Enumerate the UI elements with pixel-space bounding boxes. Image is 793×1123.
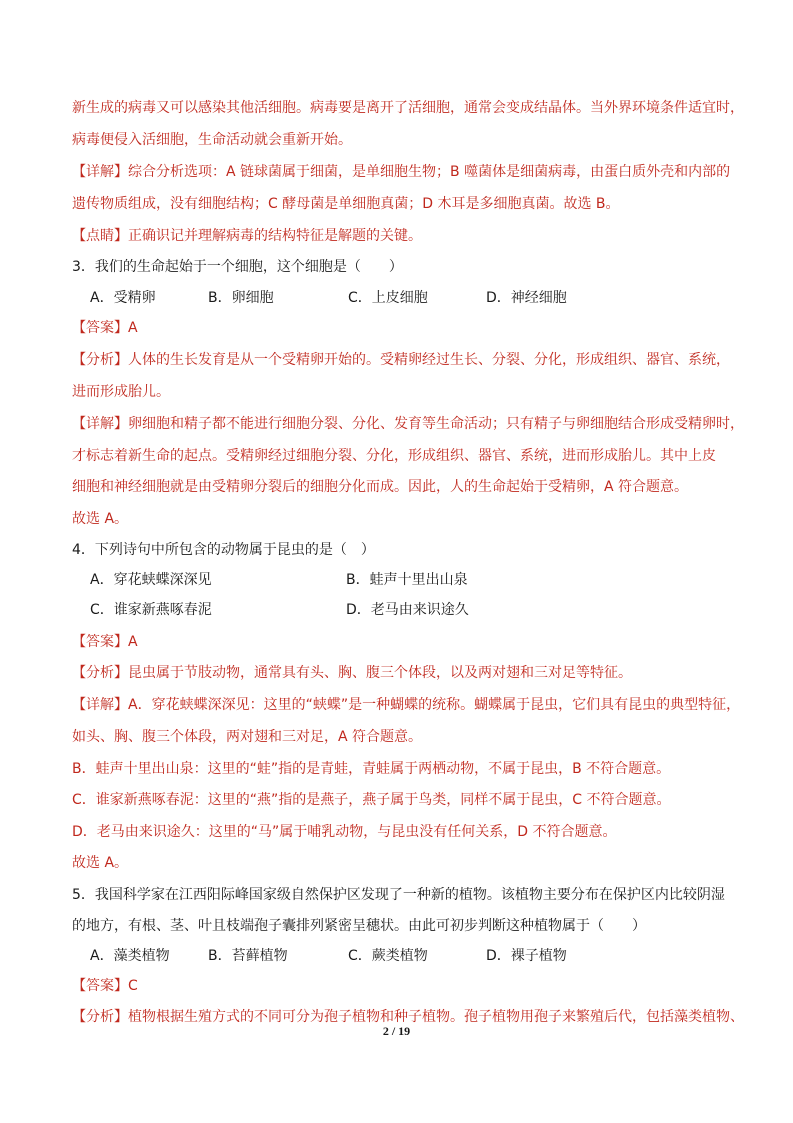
text-line: 才标志着新生命的起点。受精卵经过细胞分裂、分化，形成组织、器官、系统，进而形成胎儿。其中上皮: [72, 448, 716, 464]
detail-tag: 【详解】: [72, 416, 128, 432]
q3-detail: [72, 414, 744, 434]
q3-conclusion: 故选 A。: [72, 511, 129, 527]
question-5-stem: 5．我国科学家在江西阳际峰国家级自然保护区发现了一种新的植物。该植物主要分布在保护区内比较阴湿: [72, 887, 725, 903]
analysis-text: 人体的生长发育是从一个受精卵开始的。受精卵经过生长、分裂、分化，形成组织、器官、系统，: [128, 352, 730, 368]
q4-option-d: D．老马由来识途久: [346, 602, 469, 618]
text-line: 遗传物质组成，没有细胞结构；C 酵母菌是单细胞真菌；D 木耳是多细胞真菌。故选 B。: [72, 196, 620, 212]
answer-tag: 【答案】: [72, 978, 128, 994]
q3-analysis: [72, 350, 733, 370]
text-line: B．蛙声十里出山泉：这里的“蛙”指的是青蛙，青蛙属于两栖动物，不属于昆虫，B 不符合题意。: [72, 761, 671, 777]
detail-text: 综合分析选项：A 链球菌属于细菌，是单细胞生物；B 噬菌体是细菌病毒，由蛋白质外壳和内部的: [128, 164, 731, 180]
q5-option-c: C．蕨类植物: [348, 948, 428, 964]
q3-option-c: C．上皮细胞: [348, 290, 428, 306]
detail-text: A．穿花蛱蝶深深见：这里的“蛱蝶”是一种蝴蝶的统称。蝴蝶属于昆虫，它们具有昆虫的典型特征，: [128, 697, 741, 713]
text-line: 新生成的病毒又可以感染其他活细胞。病毒要是离开了活细胞，通常会变成结晶体。当外界环境条件适宜时，: [72, 100, 744, 116]
q3-option-b: B．卵细胞: [208, 290, 274, 306]
q3-option-d: D．神经细胞: [486, 290, 567, 306]
q5-answer: [72, 976, 733, 996]
q3-option-a: A．受精卵: [90, 290, 156, 306]
answer-tag: 【答案】: [72, 320, 128, 336]
q4-option-c: C．谁家新燕啄春泥: [90, 602, 212, 618]
text-line: 细胞和神经细胞就是由受精卵分裂后的细胞分化而成。因此，人的生命起始于受精卵，A 符合题意。: [72, 479, 689, 495]
detail-text: 卵细胞和精子都不能进行细胞分裂、分化、发育等生命活动；只有精子与卵细胞结合形成受精卵时，: [128, 416, 744, 432]
text-line: 进而形成胎儿。: [72, 384, 170, 400]
q5-option-b: B．苔藓植物: [208, 948, 288, 964]
q4-detail: [72, 695, 741, 715]
answer-value: A: [128, 634, 138, 650]
detail-tag: 【详解】: [72, 697, 128, 713]
analysis-tag: 【分析】: [72, 665, 128, 681]
tip-line: [72, 226, 733, 246]
q5-option-d: D．裸子植物: [486, 948, 567, 964]
q4-option-b: B．蛙声十里出山泉: [346, 572, 468, 588]
answer-value: C: [128, 978, 138, 994]
tip-text: 正确识记并理解病毒的结构特征是解题的关键。: [128, 228, 422, 244]
question-5-stem-cont: 的地方，有根、茎、叶且枝端孢子囊排列紧密呈穗状。由此可初步判断这种植物属于（ ）: [72, 918, 646, 934]
text-line: D．老马由来识途久：这里的“马”属于哺乳动物，与昆虫没有任何关系，D 不符合题意。: [72, 824, 617, 840]
analysis-text: 昆虫属于节肢动物，通常具有头、胸、腹三个体段，以及两对翅和三对足等特征。: [128, 665, 632, 681]
q5-option-a: A．藻类植物: [90, 948, 170, 964]
text-line: C．谁家新燕啄春泥：这里的“燕”指的是燕子，燕子属于鸟类，同样不属于昆虫，C 不符合题意。: [72, 792, 671, 808]
answer-value: A: [128, 320, 138, 336]
question-4-stem: 4．下列诗句中所包含的动物属于昆虫的是（ ）: [72, 542, 375, 558]
q3-answer: [72, 318, 733, 338]
q4-option-a: A．穿花蛱蝶深深见: [90, 572, 212, 588]
analysis-text: 植物根据生殖方式的不同可分为孢子植物和种子植物。孢子植物用孢子来繁殖后代，包括藻类植物、: [128, 1009, 744, 1025]
analysis-tag: 【分析】: [72, 352, 128, 368]
tip-tag: 【点睛】: [72, 228, 128, 244]
q4-conclusion: 故选 A。: [72, 855, 129, 871]
detail-tag: 【详解】: [72, 164, 128, 180]
question-3-stem: 3．我们的生命起始于一个细胞，这个细胞是（ ）: [72, 259, 403, 275]
q4-analysis: [72, 663, 733, 683]
text-line: 病毒便侵入活细胞，生命活动就会重新开始。: [72, 132, 352, 148]
analysis-tag: 【分析】: [72, 1009, 128, 1025]
answer-tag: 【答案】: [72, 634, 128, 650]
detail-line: [72, 162, 733, 182]
page-number: 2 / 19: [382, 1024, 411, 1038]
text-line: 如头、胸、腹三个体段，两对翅和三对足，A 符合题意。: [72, 729, 423, 745]
q4-answer: [72, 632, 733, 652]
